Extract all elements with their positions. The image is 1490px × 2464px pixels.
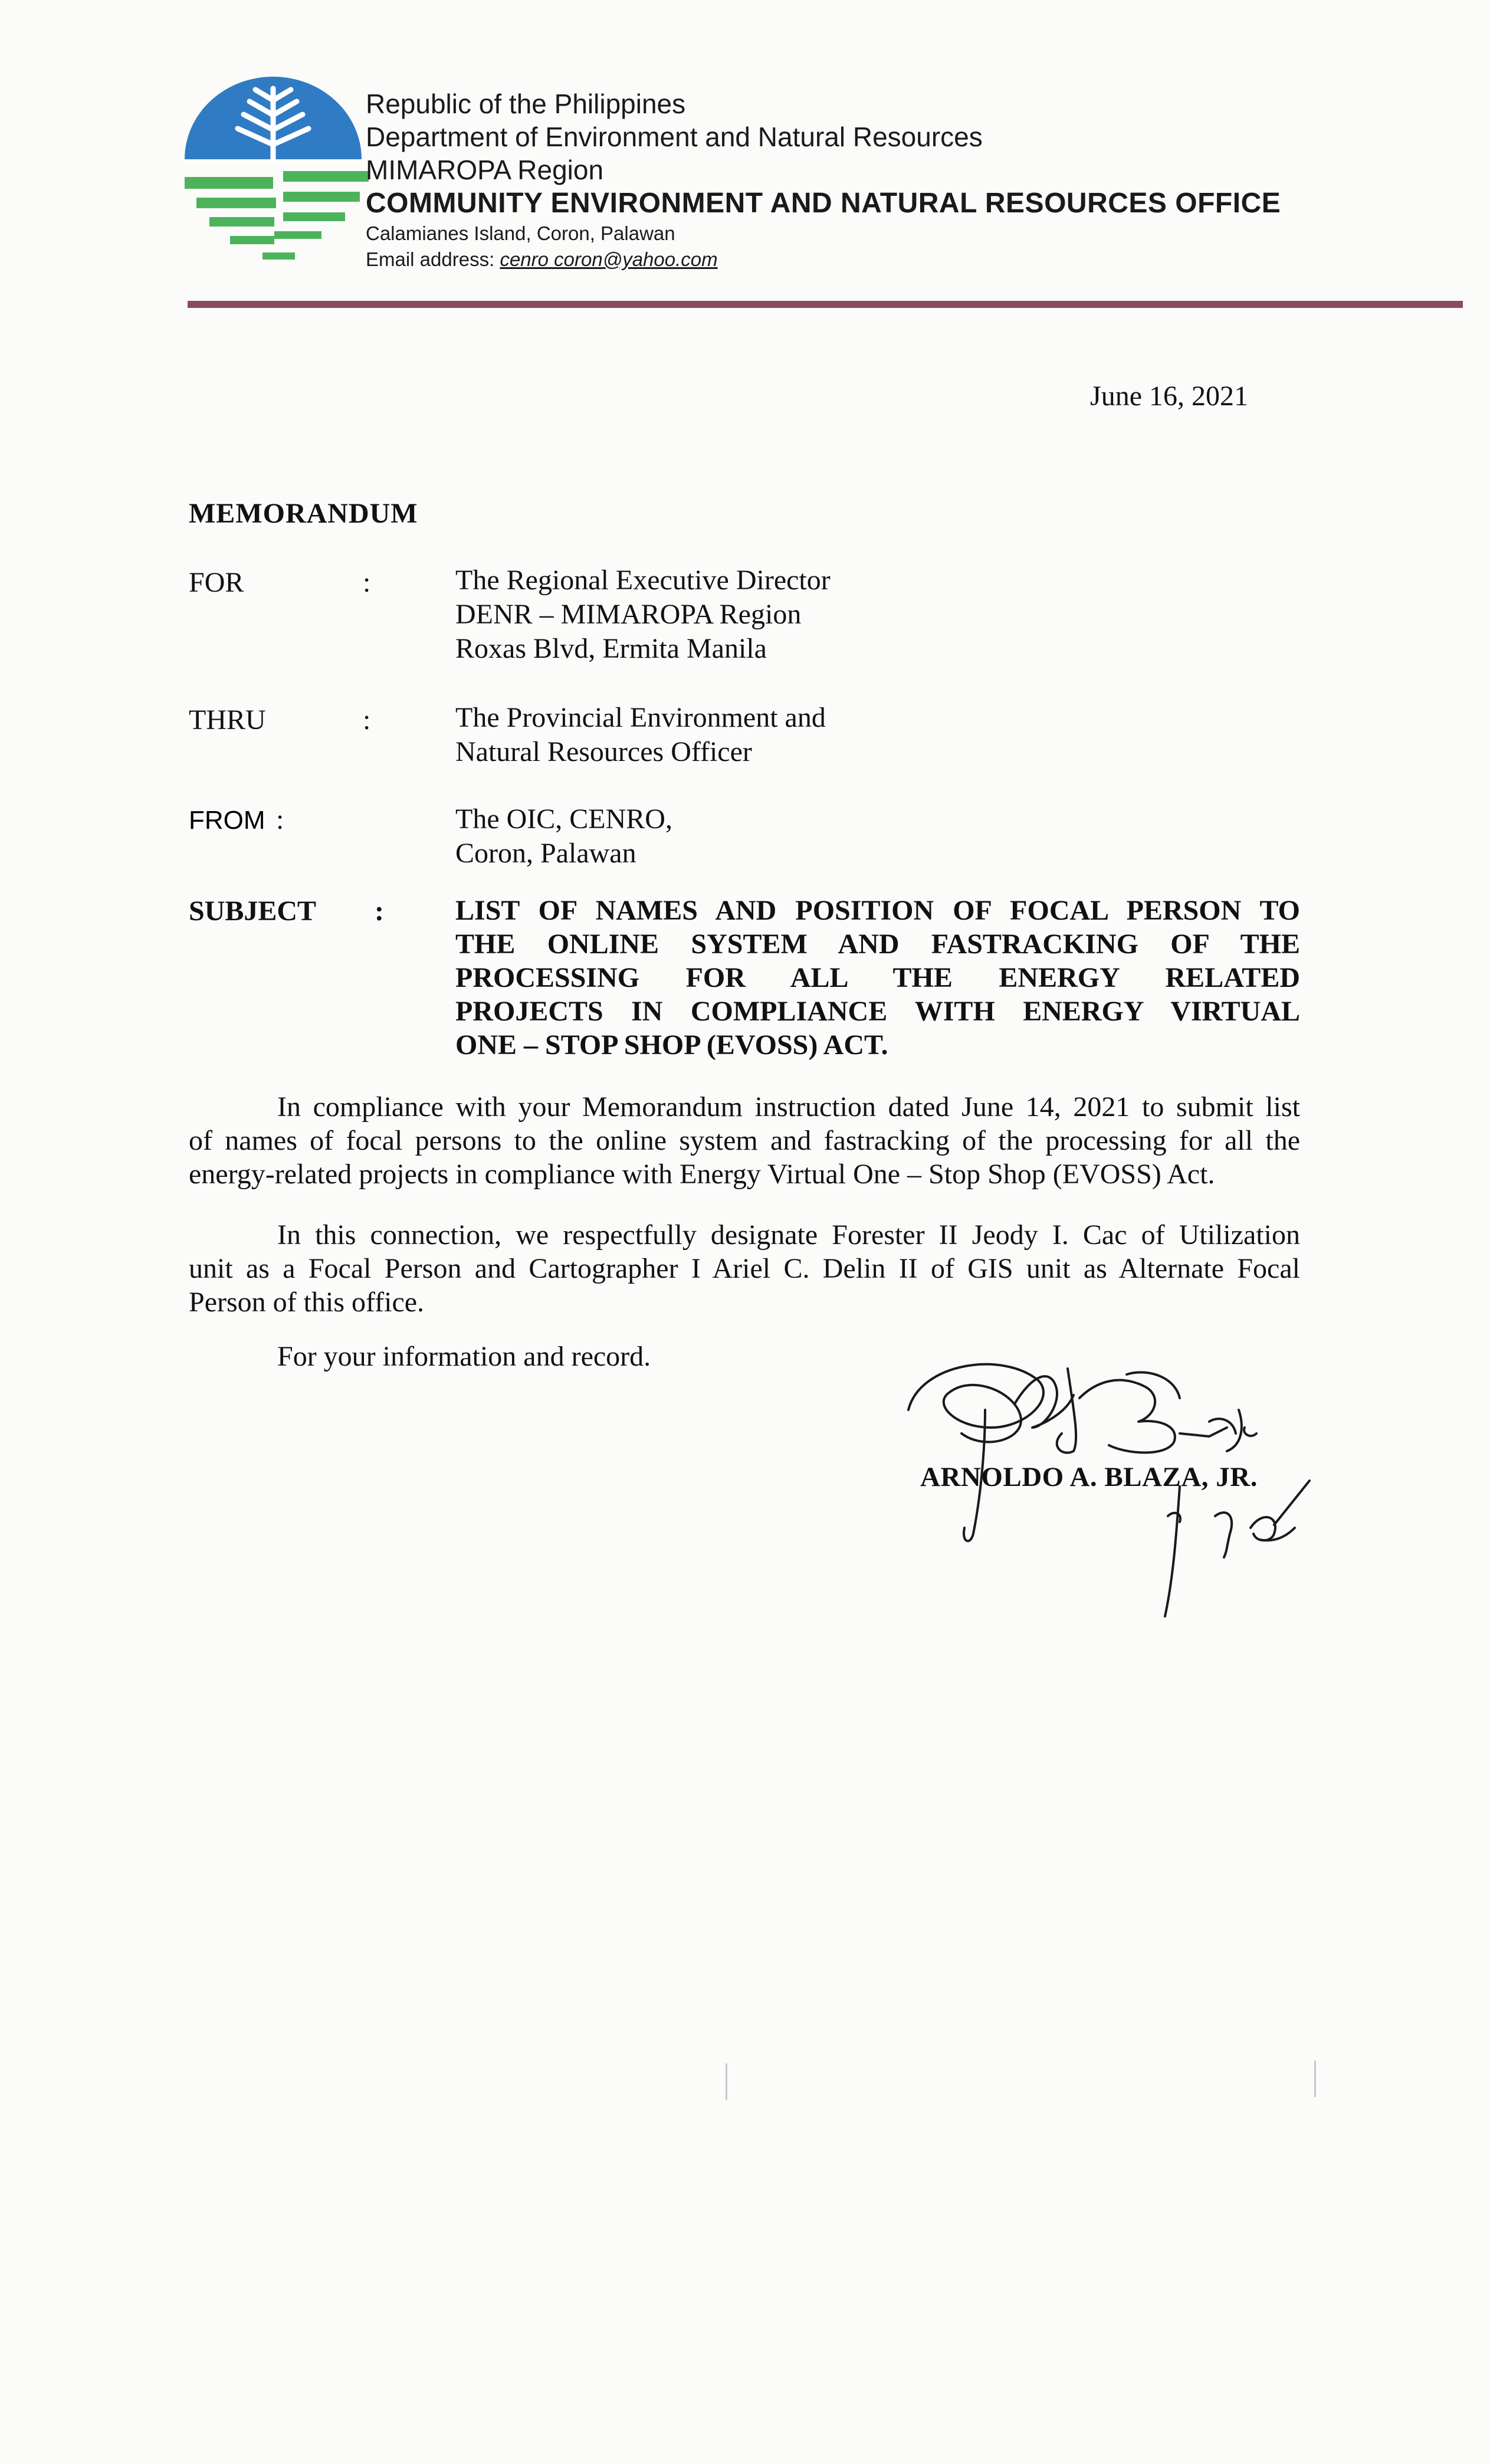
thru-recipient	[455, 701, 826, 769]
header-divider	[188, 301, 1463, 308]
subject-colon: :	[375, 895, 384, 927]
from-line-1: The OIC, CENRO,	[455, 803, 672, 835]
thru-line-2: Natural Resources Officer	[455, 736, 752, 767]
subject-label: SUBJECT	[189, 895, 317, 927]
for-line-1: The Regional Executive Director	[455, 565, 831, 596]
subject-line-3: PROCESSING FOR ALL THE ENERGY RELATED	[455, 962, 1300, 993]
from-line-2: Coron, Palawan	[455, 838, 636, 869]
letterhead-email-label: Email address:	[366, 248, 495, 270]
para1-line-2: of names of focal persons to the online system and fastracking of the processing for all the	[189, 1125, 1300, 1156]
for-colon: :	[363, 567, 371, 598]
thru-colon: :	[363, 704, 371, 736]
from-label: FROM	[189, 806, 265, 835]
for-label: FOR	[189, 567, 244, 598]
subject-line-1: LIST OF NAMES AND POSITION OF FOCAL PERSON TO	[455, 895, 1300, 926]
subject-line-5: ONE – STOP SHOP (EVOSS) ACT.	[455, 1029, 888, 1061]
body-paragraph-1	[189, 1090, 1300, 1191]
memo-date: June 16, 2021	[1090, 380, 1248, 412]
para1-line-3: energy-related projects in compliance with Energy Virtual One – Stop Shop (EVOSS) Act.	[189, 1159, 1215, 1190]
para2-line-3: Person of this office.	[189, 1287, 425, 1318]
letterhead-region: MIMAROPA Region	[366, 155, 604, 185]
from-sender	[455, 802, 672, 871]
signatory-name: ARNOLDO A. BLAZA, JR.	[920, 1462, 1258, 1492]
letterhead-department: Department of Environment and Natural Resources	[366, 122, 983, 152]
for-recipient	[455, 563, 831, 666]
letterhead-republic: Republic of the Philippines	[366, 88, 686, 119]
subject-text	[455, 894, 1300, 1062]
closing-line: For your information and record.	[277, 1341, 651, 1372]
letterhead-address: Calamianes Island, Coron, Palawan	[366, 222, 675, 244]
letterhead	[366, 87, 1281, 273]
para2-line-1: In this connection, we respectfully designate Forester II Jeody I. Cac of Utilization	[277, 1219, 1300, 1251]
letterhead-email-row	[366, 247, 1281, 273]
body-paragraph-2	[189, 1218, 1300, 1319]
for-line-3: Roxas Blvd, Ermita Manila	[455, 633, 767, 664]
letterhead-office: COMMUNITY ENVIRONMENT AND NATURAL RESOURCES OFFICE	[366, 188, 1281, 219]
letterhead-email-link[interactable]: cenro coron@yahoo.com	[500, 248, 718, 270]
handwritten-signature-icon	[897, 1339, 1333, 1634]
from-colon: :	[276, 804, 284, 835]
memo-title: MEMORANDUM	[189, 498, 418, 529]
scan-artifact-mark	[1314, 2061, 1316, 2097]
denr-logo-icon	[180, 77, 369, 271]
subject-line-2: THE ONLINE SYSTEM AND FASTRACKING OF THE	[455, 928, 1300, 960]
for-line-2: DENR – MIMAROPA Region	[455, 599, 802, 630]
thru-label: THRU	[189, 704, 266, 736]
subject-line-4: PROJECTS IN COMPLIANCE WITH ENERGY VIRTUAL	[455, 996, 1300, 1027]
thru-line-1: The Provincial Environment and	[455, 702, 826, 733]
scan-artifact-mark	[726, 2063, 727, 2100]
para2-line-2: unit as a Focal Person and Cartographer I Ariel C. Delin II of GIS unit as Alternate Focal	[189, 1253, 1300, 1284]
para1-line-1: In compliance with your Memorandum instruction dated June 14, 2021 to submit list	[277, 1091, 1300, 1123]
